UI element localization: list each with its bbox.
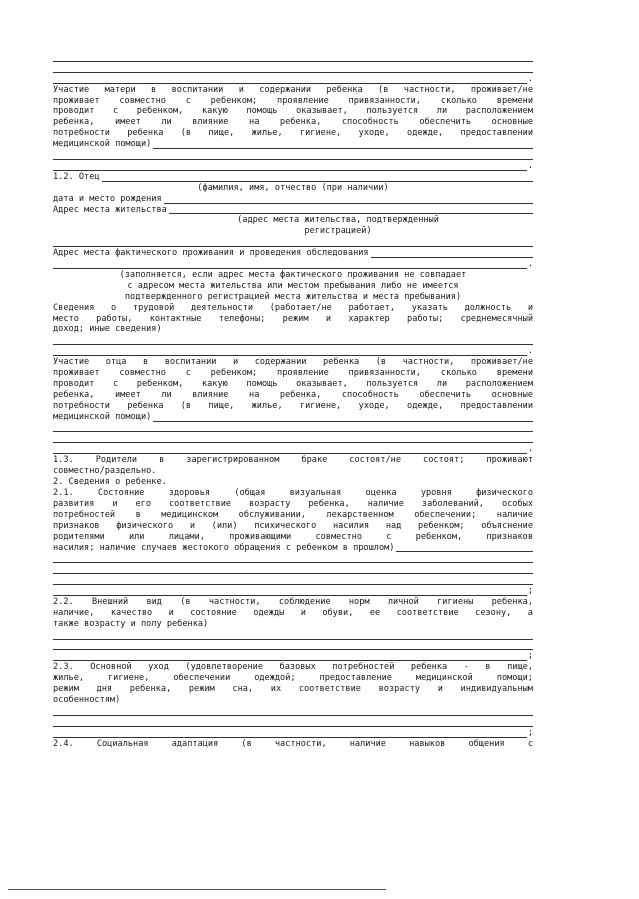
father-participation-field[interactable]: медицинской помощи)	[53, 412, 533, 423]
residence-caption: (адрес места жительства, подтвержденный регистрацией)	[237, 215, 439, 237]
actual-address-caption: (заполняется, если адрес места фактического проживания не совпадает с адресом места жительства или местом пребывания либо не имеется подтвержденного регистрацией места жительства и места пребывания)	[119, 269, 467, 302]
blank-line: .	[53, 74, 533, 85]
marriage-status: 1.3. Родители в зарегистрированном браке состоят/не состоят; проживают совместно/раздельно.	[53, 455, 533, 477]
footnote-separator	[8, 889, 386, 890]
blank-line: .	[53, 259, 533, 270]
child-care: 2.3. Основной уход (удовлетворение базовых потребностей ребенка - в пище, жилье, гигиене, обеспечении одеждой; предоставление медицинской помощи; режим дня ребенка, режим сна, их соответствие возрасту и индивидуальным особенностям)	[53, 662, 533, 706]
father-participation: Участие отца в воспитании и содержании ребенка (в частности, проживает/не проживает совместно с ребенком; проявление привязанности, сколько времени проводит с ребенком, какую помощь оказывает, пользуется ли расположением ребенка, имеет ли влияние на ребенка, способность обеспечить основные потребности ребенка (в пище, жилье, гигиене, уходе, одежде, предоставлении	[53, 357, 533, 411]
father-birth-field[interactable]: дата и место рождения	[53, 194, 533, 205]
blank-line	[53, 630, 533, 641]
blank-line: .	[53, 161, 533, 172]
blank-line: .	[53, 346, 533, 357]
blank-line	[53, 575, 533, 586]
mother-participation-field[interactable]: медицинской помощи)	[53, 139, 533, 150]
work-info: Сведения о трудовой деятельности (работает/не работает, указать должность и место работы, контактные телефоны; режим и характер работы; среднемесячный доход; иные сведения)	[53, 302, 533, 335]
blank-line	[53, 335, 533, 346]
father-name-caption: (фамилия, имя, отчество (при наличии)	[197, 182, 389, 193]
blank-line	[53, 433, 533, 444]
child-social-adaptation: 2.4. Социальная адаптация (в частности, наличие навыков общения с	[53, 738, 533, 749]
blank-line	[53, 706, 533, 717]
blank-line	[53, 564, 533, 575]
blank-line: ;	[53, 728, 533, 739]
blank-line	[53, 237, 533, 248]
document-page	[53, 52, 533, 750]
blank-line	[53, 63, 533, 74]
child-health: 2.1. Состояние здоровья (общая визуальная оценка уровня физического развития и его соответствие возрасту ребенка, наличие заболеваний, особых потребностей в медицинском обслуживании, лекарственном обеспечении; наличие признаков физического и (или) психического насилия над ребенком; объяснение родителями или лицами, проживающими совместно с ребенком, признаков	[53, 487, 533, 542]
child-appearance: 2.2. Внешний вид (в частности, соблюдение норм личной гигиены ребенка, наличие, качество и состояние одежды и обуви, ее соответствие сезону, а также возрасту и полу ребенка)	[53, 596, 533, 629]
blank-line	[53, 52, 533, 63]
blank-line: .	[53, 444, 533, 455]
blank-line	[53, 717, 533, 728]
blank-line	[53, 553, 533, 564]
blank-line: ;	[53, 586, 533, 597]
mother-participation: Участие матери в воспитании и содержании ребенка (в частности, проживает/не проживает совместно с ребенком; проявление привязанности, сколько времени проводит с ребенком, какую помощь оказывает, пользуется ли расположением ребенка, имеет ли влияние на ребенка, способность обеспечить основные потребности ребенка (в пище, жилье, гигиене, уходе, одежде, предоставлении	[53, 84, 533, 139]
blank-line	[53, 150, 533, 161]
child-health-field[interactable]: насилия; наличие случаев жестокого обращения с ребенком в прошлом)	[53, 543, 533, 554]
child-section-title: 2. Сведения о ребенке.	[53, 477, 167, 488]
father-residence-field[interactable]: Адрес места жительства	[53, 205, 533, 216]
father-name-field[interactable]: 1.2. Отец	[53, 172, 533, 183]
blank-line	[53, 641, 533, 652]
blank-line	[53, 423, 533, 434]
actual-address-field[interactable]: Адрес места фактического проживания и проведения обследования	[53, 248, 533, 259]
blank-line: ;	[53, 651, 533, 662]
